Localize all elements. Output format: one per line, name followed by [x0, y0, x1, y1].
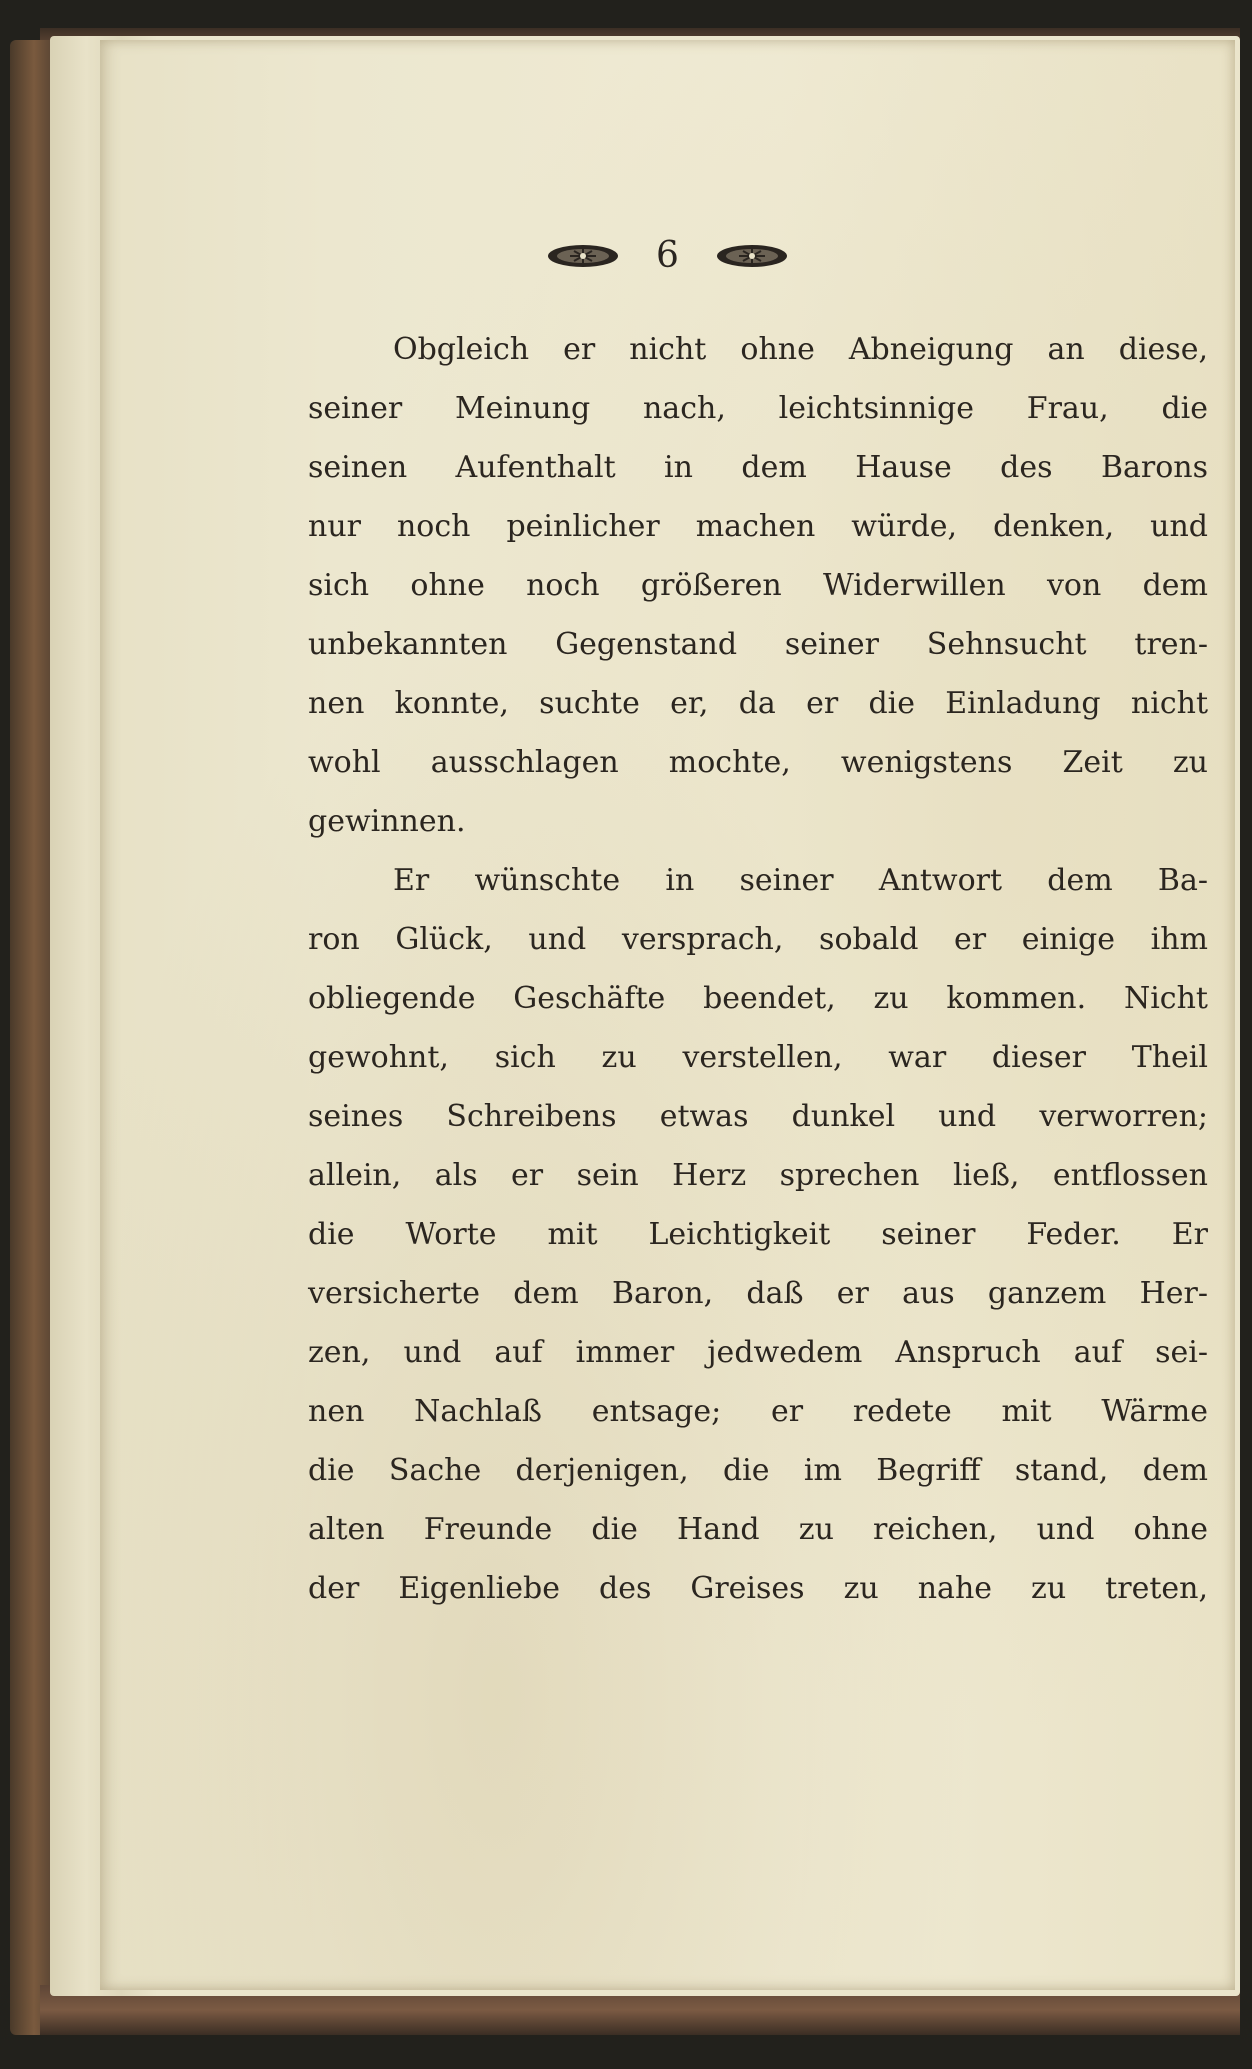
text-line: unbekannten Gegenstand seiner Sehnsucht tren-	[308, 627, 1208, 662]
body-text	[308, 320, 1208, 1618]
text-line: seines Schreibens etwas dunkel und verworren;	[308, 1099, 1208, 1134]
text-line: ron Glück, und versprach, sobald er einige ihm	[308, 922, 1208, 957]
text-line: versicherte dem Baron, daß er aus ganzem Her-	[308, 1276, 1208, 1311]
text-line: nen konnte, suchte er, da er die Einladung nicht	[308, 686, 1208, 721]
text-line: die Worte mit Leichtigkeit seiner Feder. Er	[308, 1217, 1208, 1252]
book-page	[100, 40, 1235, 1990]
text-line: die Sache derjenigen, die im Begriff stand, dem	[308, 1453, 1208, 1488]
paragraph-2	[308, 851, 1208, 1618]
page-header	[100, 236, 1235, 276]
flower-ornament-icon	[546, 242, 620, 270]
text-line: gewinnen.	[308, 804, 466, 839]
text-line: nen Nachlaß entsage; er redete mit Wärme	[308, 1394, 1208, 1429]
flower-ornament-icon	[715, 242, 789, 270]
text-line: wohl ausschlagen mochte, wenigstens Zeit zu	[308, 745, 1208, 780]
text-line: gewohnt, sich zu verstellen, war dieser Theil	[308, 1040, 1208, 1075]
text-line: nur noch peinlicher machen würde, denken, und	[308, 509, 1208, 544]
text-line: Obgleich er nicht ohne Abneigung an diese,	[393, 332, 1208, 367]
text-line: zen, und auf immer jedwedem Anspruch auf sei-	[308, 1335, 1208, 1370]
paragraph-1	[308, 320, 1208, 851]
text-line: obliegende Geschäfte beendet, zu kommen. Nicht	[308, 981, 1208, 1016]
text-line: alten Freunde die Hand zu reichen, und ohne	[308, 1512, 1208, 1547]
text-line: Er wünschte in seiner Antwort dem Ba-	[393, 863, 1208, 898]
text-line: seinen Aufenthalt in dem Hause des Barons	[308, 450, 1208, 485]
text-line: der Eigenliebe des Greises zu nahe zu treten,	[308, 1571, 1208, 1606]
page-number: 6	[656, 235, 679, 276]
text-line: seiner Meinung nach, leichtsinnige Frau, die	[308, 391, 1208, 426]
text-line: sich ohne noch größeren Widerwillen von dem	[308, 568, 1208, 603]
text-line: allein, als er sein Herz sprechen ließ, entflossen	[308, 1158, 1208, 1193]
